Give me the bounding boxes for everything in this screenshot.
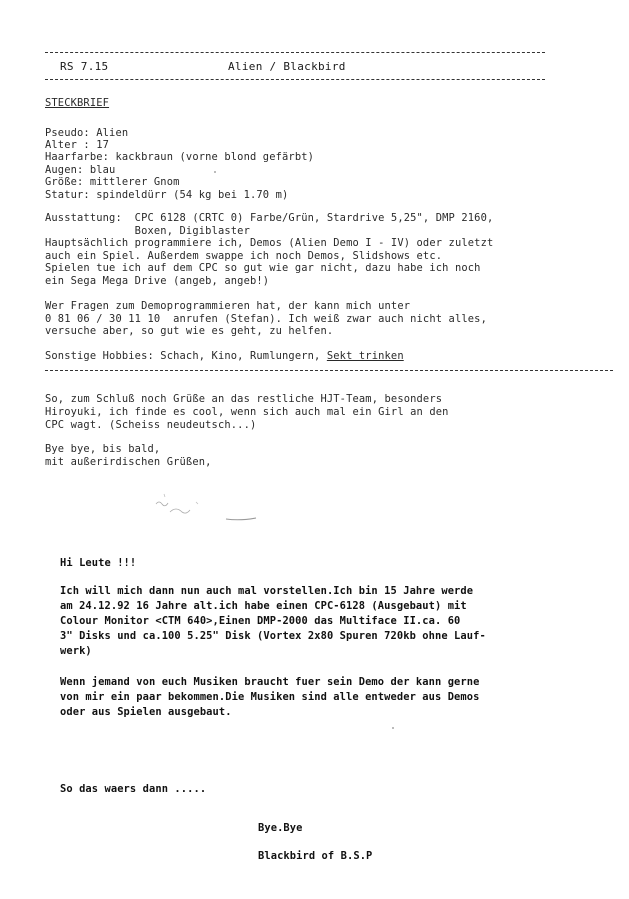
letter-line: 3" Disks und ca.100 5.25" Disk (Vortex 2x80 Spuren 720kb ohne Lauf-: [60, 630, 486, 642]
letter-line: oder aus Spielen ausgebaut.: [60, 706, 232, 718]
speck: [214, 171, 216, 173]
letter-line: werk): [60, 645, 92, 657]
bye-line: mit außerirdischen Grüßen,: [45, 456, 212, 468]
hobbies-underlined: Sekt trinken: [326, 350, 404, 362]
section-rule: [45, 370, 613, 371]
greetings-line: CPC wagt. (Scheiss neudeutsch...): [45, 419, 257, 431]
hobbies-prefix: Sonstige Hobbies: Schach, Kino, Rumlungern,: [45, 350, 327, 362]
equipment-line: Boxen, Digiblaster: [45, 225, 250, 237]
equipment-line: auch ein Spiel. Außerdem swappe ich noch Demos, Slidshows etc.: [45, 250, 443, 262]
letter-closing: So das waers dann .....: [60, 783, 207, 795]
greetings-line: So, zum Schluß noch Grüße an das restliche HJT-Team, besonders: [45, 393, 443, 405]
profile-line: Statur: spindeldürr (54 kg bei 1.70 m): [45, 189, 289, 201]
letter-line: Wenn jemand von euch Musiken braucht fuer sein Demo der kann gerne: [60, 676, 480, 688]
speck: [392, 727, 394, 729]
bye-line: Bye bye, bis bald,: [45, 443, 161, 455]
profile-heading: STECKBRIEF: [45, 97, 110, 109]
hobbies-line: [45, 350, 404, 362]
signature-scribble: [150, 490, 270, 530]
equipment-line: Hauptsächlich programmiere ich, Demos (Alien Demo I - IV) oder zuletzt: [45, 237, 494, 249]
letter-line: Ich will mich dann nun auch mal vorstellen.Ich bin 15 Jahre werde: [60, 585, 474, 597]
letter-line: Colour Monitor <CTM 640>,Einen DMP-2000 das Multiface II.ca. 60: [60, 615, 461, 627]
profile-line: Größe: mittlerer Gnom: [45, 176, 180, 188]
equipment-line: Spielen tue ich auf dem CPC so gut wie gar nicht, dazu habe ich noch: [45, 262, 481, 274]
greetings-line: Hiroyuki, ich finde es cool, wenn sich auch mal ein Girl an den: [45, 406, 449, 418]
issue-number: RS 7.15: [60, 60, 109, 73]
profile-line: Haarfarbe: kackbraun (vorne blond gefärbt): [45, 151, 315, 163]
profile-line: Pseudo: Alien: [45, 127, 129, 139]
letter-line: von mir ein paar bekommen.Die Musiken sind alle entweder aus Demos: [60, 691, 480, 703]
article-title: Alien / Blackbird: [228, 60, 346, 73]
profile-line: Augen: blau: [45, 164, 116, 176]
profile-line: Alter : 17: [45, 139, 110, 151]
questions-line: Wer Fragen zum Demoprogrammieren hat, der kann mich unter: [45, 300, 411, 312]
equipment-line: ein Sega Mega Drive (angeb, angeb!): [45, 275, 270, 287]
header-rule-top: [45, 52, 545, 53]
questions-line: versuche aber, so gut wie es geht, zu helfen.: [45, 325, 334, 337]
equipment-line: Ausstattung: CPC 6128 (CRTC 0) Farbe/Grün, Stardrive 5,25", DMP 2160,: [45, 212, 494, 224]
letter-signature: Blackbird of B.S.P: [258, 850, 373, 862]
letter-line: am 24.12.92 16 Jahre alt.ich habe einen CPC-6128 (Ausgebaut) mit: [60, 600, 467, 612]
letter-salutation: Hi Leute !!!: [60, 557, 137, 569]
letter-bye: Bye.Bye: [258, 822, 303, 834]
questions-line: 0 81 06 / 30 11 10 anrufen (Stefan). Ich weiß zwar auch nicht alles,: [45, 313, 487, 325]
header-rule-bottom: [45, 79, 545, 80]
